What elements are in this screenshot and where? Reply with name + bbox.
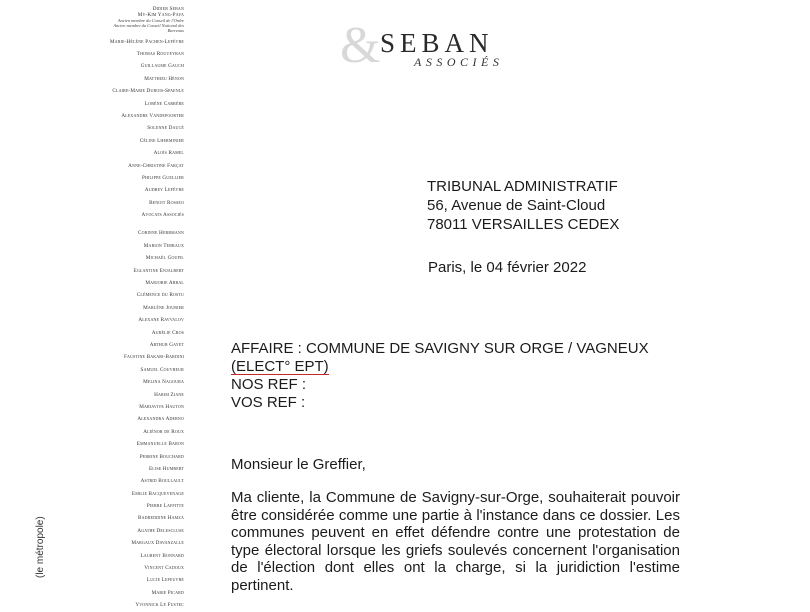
partner-name: Melina Nagoura: [143, 379, 184, 386]
partner-name: Solenne Daucé: [147, 125, 184, 132]
partner-name: Benoit Rosseo: [149, 199, 184, 206]
partner-name: Marie Picard: [151, 589, 184, 596]
body-paragraph: Ma cliente, la Commune de Savigny-sur-Orge, souhaiterait pouvoir être considérée comme une partie à l'instance dans ce dossier. Les communes peuvent en effet défendre contre une protestation de type électoral lorsque les griefs soulevés concernent l'organisation de l'élection dont elles ont la charge, si la juridiction l'estime pertinent.: [231, 489, 680, 594]
partner-name: Aliénor de Roux: [143, 428, 184, 435]
firm-logo: [340, 17, 560, 76]
partner-name: Harim Ziane: [154, 391, 184, 398]
affaire-detail: (ELECT° EPT): [231, 358, 329, 375]
partner-name: Céline Lherminier: [139, 137, 184, 144]
partner-name: Michaël Goupil: [145, 255, 184, 262]
partner-name: Agathe Delescluse: [137, 527, 184, 534]
partner-name: Elise Humbert: [148, 465, 184, 472]
vos-ref: VOS REF :: [231, 394, 306, 411]
partner-name: Laurent Bonnard: [140, 552, 184, 559]
partner-name: Perrine Bouchard: [139, 453, 184, 460]
partner-note: Ancien membre du Conseil National des: [113, 23, 184, 29]
logo-subtitle: ASSOCIÉS: [414, 55, 504, 69]
partner-name: Pierre Laffitte: [146, 503, 184, 510]
letter-date: Paris, le 04 février 2022: [428, 259, 587, 276]
partner-name: Emmanuelle Baron: [136, 441, 184, 448]
nos-ref: NOS REF :: [231, 376, 307, 393]
partner-name: Claire-Marie Dubois-Spaenle: [112, 88, 184, 95]
partners-column: [40, 6, 184, 612]
affaire-line: AFFAIRE : COMMUNE DE SAVIGNY SUR ORGE / VAGNEUX: [231, 340, 649, 357]
partner-name: Didier Seban: [152, 6, 184, 12]
logo-name: SEBAN: [380, 28, 494, 58]
partner-name: Guillaume Gauch: [140, 63, 184, 70]
partner-name: Marion Terraux: [143, 242, 184, 249]
partner-name: Vincent Cadoux: [144, 565, 184, 572]
partner-name: Margaux Davanzalle: [131, 540, 184, 547]
partner-name: Matthieu Hénon: [144, 75, 184, 82]
partner-name: Anne-Christine Farçat: [128, 162, 184, 169]
partner-name: Alexandra Aderno: [137, 416, 184, 423]
partner-name: Alexandre Vandepoorter: [121, 112, 184, 119]
partner-name: Lucie Lefeuvre: [146, 577, 184, 584]
partner-name: My-Kim Yang-Paya: [137, 12, 184, 18]
partner-name: Thomas Rouveyran: [136, 51, 184, 57]
partner-name: Alexane Ravvalov: [138, 317, 184, 324]
partner-name: Mariavive Hauton: [139, 403, 184, 410]
logo-ampersand: &: [340, 17, 381, 74]
partner-name: Aurélie Cros: [151, 329, 184, 336]
associates-list: [40, 227, 184, 611]
recipient-address: [427, 177, 619, 234]
partner-name: Arthur Gayet: [149, 341, 184, 348]
partners-list: [40, 36, 184, 222]
partner-name: Aloïs Ramel: [153, 150, 184, 157]
partner-name: Emilie Bacquevenage: [131, 490, 184, 497]
recipient-line: 78011 VERSAILLES CEDEX: [427, 216, 620, 233]
partner-name: Eglantine Enjalbert: [133, 267, 184, 274]
partner-name: Lorène Carrère: [144, 100, 184, 107]
partner-name: Marlène Joubier: [143, 304, 184, 311]
partner-name: Audrey Lefèvre: [144, 187, 184, 194]
partner-note: Barreaux: [167, 28, 184, 34]
recipient-line: 56, Avenue de Saint-Cloud: [427, 197, 606, 214]
partner-name: Avocats Associés: [141, 212, 184, 219]
partner-name: Philippe Guellier: [141, 174, 184, 181]
partner-name: Samuel Couvreur: [140, 366, 184, 373]
partner-name: Marjorie Abbal: [145, 280, 184, 287]
salutation: Monsieur le Greffier,: [231, 456, 366, 473]
partner-name: Astrid Boullault: [140, 478, 184, 485]
side-margin-text: (le métropole): [35, 516, 46, 578]
reference-block: [231, 340, 649, 412]
partner-note: Ancien membre du Conseil de l'Ordre: [117, 18, 184, 23]
recipient-line: TRIBUNAL ADMINISTRATIF: [427, 178, 618, 195]
partner-name: Badreddine Hamza: [137, 515, 184, 522]
partner-name: Clémence du Rostu: [136, 292, 184, 299]
partner-name: Corinne Herrmann: [137, 230, 184, 237]
partner-name: Faustine Bakari-Bardini: [123, 354, 184, 361]
partner-name: Marie-Hélène Pachen-Lefèvre: [109, 38, 184, 45]
partner-name: Yvonnick Le Fustec: [135, 602, 184, 609]
